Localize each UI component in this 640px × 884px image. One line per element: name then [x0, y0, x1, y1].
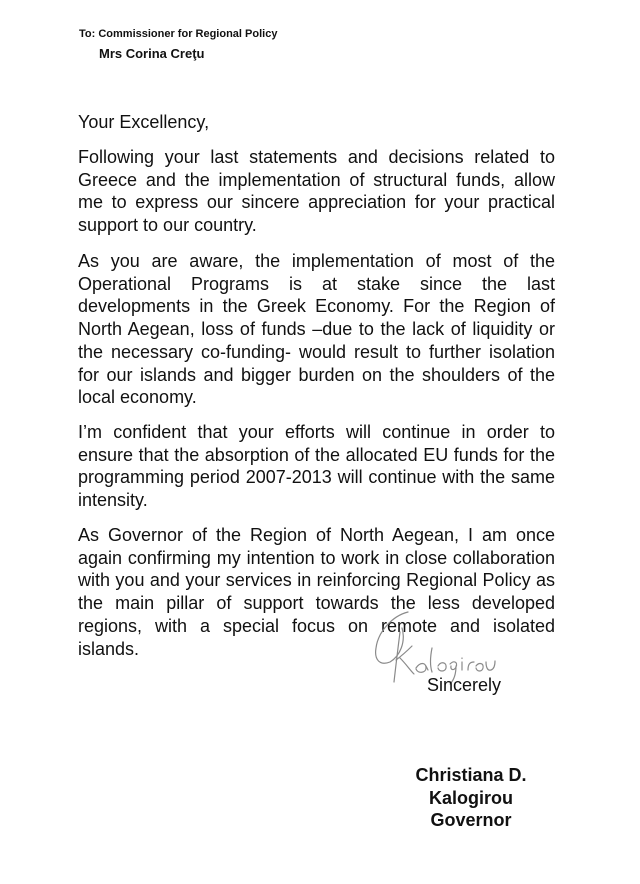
salutation: Your Excellency,: [78, 112, 210, 132]
signatory-name-line2: Kalogirou: [429, 787, 513, 808]
letter-paragraph: I’m confident that your efforts will continue in order to ensure that the absorption of the allocated EU funds for the programming period 2007-2013 will continue with the same intensity.: [78, 422, 555, 511]
letter-paragraph: As you are aware, the implementation of most of the Operational Programs is at stake since the last developments in the Greek Economy. For the Region of North Aegean, loss of funds –due to the lack of liquidity or the necessary co-funding- would result to further isolation for our islands and bigger burden on the shoulders of the local economy.: [78, 251, 555, 408]
closing: Sincerely: [427, 675, 502, 695]
recipient-line: To: Commissioner for Regional Policy: [79, 28, 278, 40]
letter-paragraph: As Governor of the Region of North Aegean, I am once again confirming my intention to work in close collaboration with you and your services in reinforcing Regional Policy as the main pillar of support towards the less developed regions, with a special focus on remote and isolated islands.: [78, 525, 555, 659]
letter-paragraph: Following your last statements and decisions related to Greece and the implementation of structural funds, allow me to express our sincere appreciation for your practical support to our country.: [78, 147, 555, 236]
signatory-title: Governor: [430, 810, 512, 830]
recipient-name: Mrs Corina Creţu: [99, 46, 205, 61]
signature-block: [400, 764, 542, 832]
signatory-name-line1: Christiana D.: [415, 765, 527, 785]
